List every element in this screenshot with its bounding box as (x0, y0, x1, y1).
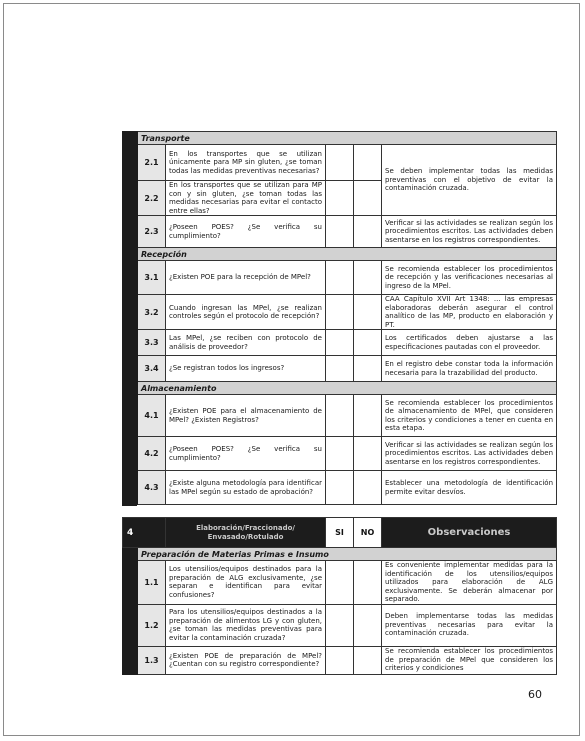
sidebar-cell (123, 646, 138, 674)
question-text: Los utensilios/equipos destinados para la preparación de ALG exclusivamente, ¿se separan e identifican para evitar confusiones? (166, 561, 326, 605)
sidebar-cell (123, 261, 138, 295)
section-title: Preparación de Materias Primas e Insumo (138, 548, 557, 561)
si-checkbox-cell[interactable] (326, 646, 354, 674)
question-text: En los transportes que se utilizan para MP con y sin gluten, ¿se toman todas las medidas necesarias para evitar el contacto entre ellas? (166, 181, 326, 216)
question-text: ¿Existen POE de preparación de MPel? ¿Cuentan con su registro correspondiente? (166, 646, 326, 674)
question-text: ¿Existe alguna metodología para identificar las MPel según su estado de aprobación? (166, 471, 326, 505)
si-checkbox-cell[interactable] (326, 356, 354, 382)
sidebar-cell (123, 132, 138, 145)
question-text: ¿Existen POE para el almacenamiento de MPel? ¿Existen Registros? (166, 395, 326, 437)
question-text: ¿Poseen POES? ¿Se verifica su cumplimiento? (166, 437, 326, 471)
sidebar-cell (123, 395, 138, 437)
si-checkbox-cell[interactable] (326, 437, 354, 471)
observation-text: Verificar si las actividades se realizan según los procedimientos escritos. Las actividades deben asentarse en los registros correspondientes. (382, 437, 557, 471)
observation-text: Es conveniente implementar medidas para la identificación de los utensilios/equipos utilizados para elaboración de ALG exclusivamente. Se deberán almacenar por separado. (382, 561, 557, 605)
sidebar-cell (123, 181, 138, 216)
no-checkbox-cell[interactable] (354, 216, 382, 248)
observation-text: En el registro debe constar toda la información necesaria para la trazabilidad del producto. (382, 356, 557, 382)
sidebar-cell (123, 437, 138, 471)
row-number: 4.1 (138, 395, 166, 437)
row-number: 3.3 (138, 330, 166, 356)
si-checkbox-cell[interactable] (326, 604, 354, 646)
checklist-table-top (122, 131, 557, 505)
observation-text: Los certificados deben ajustarse a las especificaciones pautadas con el proveedor. (382, 330, 557, 356)
sidebar-cell (123, 604, 138, 646)
si-checkbox-cell[interactable] (326, 261, 354, 295)
page-number: 60 (528, 688, 542, 701)
question-text: Cuando ingresan las MPel, ¿se realizan controles según el protocolo de recepción? (166, 295, 326, 330)
si-checkbox-cell[interactable] (326, 145, 354, 181)
question-text: Para los utensilios/equipos destinados a la preparación de alimentos LG y con gluten, ¿se toman las medidas preventivas para evitar la contaminación cruzada? (166, 604, 326, 646)
observation-text: Deben implementarse todas las medidas preventivas necesarias para evitar la contaminación cruzada. (382, 604, 557, 646)
section-header-title (166, 518, 326, 548)
row-number: 3.1 (138, 261, 166, 295)
no-checkbox-cell[interactable] (354, 561, 382, 605)
no-checkbox-cell[interactable] (354, 145, 382, 181)
section-title: Almacenamiento (138, 382, 557, 395)
observation-text: Verificar si las actividades se realizan según los procedimientos escritos. Las actividades deben asentarse en los registros correspondientes. (382, 216, 557, 248)
section-header-line1: Elaboración/Fraccionado/ (196, 523, 295, 532)
observation-text: Se recomienda establecer los procedimientos de almacenamiento de MPel, que consideren los criterios y condiciones a tener en cuenta en esta etapa. (382, 395, 557, 437)
row-number: 3.4 (138, 356, 166, 382)
sidebar-cell (123, 561, 138, 605)
observaciones-header: Observaciones (382, 518, 557, 548)
question-text: ¿Se registran todos los ingresos? (166, 356, 326, 382)
sidebar-cell (123, 548, 138, 561)
row-number: 2.1 (138, 145, 166, 181)
row-number: 4.2 (138, 437, 166, 471)
si-checkbox-cell[interactable] (326, 181, 354, 216)
no-checkbox-cell[interactable] (354, 471, 382, 505)
checklist-table-bottom (122, 517, 557, 675)
sidebar-cell (123, 248, 138, 261)
no-checkbox-cell[interactable] (354, 356, 382, 382)
section-title: Transporte (138, 132, 557, 145)
si-checkbox-cell[interactable] (326, 330, 354, 356)
sidebar-cell (123, 145, 138, 181)
si-column-header: SI (326, 518, 354, 548)
no-checkbox-cell[interactable] (354, 604, 382, 646)
row-number: 2.3 (138, 216, 166, 248)
sidebar-cell (123, 295, 138, 330)
row-number: 1.3 (138, 646, 166, 674)
row-number: 4.3 (138, 471, 166, 505)
question-text: ¿Poseen POES? ¿Se verifica su cumplimiento? (166, 216, 326, 248)
sidebar-cell (123, 216, 138, 248)
si-checkbox-cell[interactable] (326, 216, 354, 248)
question-text: ¿Existen POE para la recepción de MPel? (166, 261, 326, 295)
no-checkbox-cell[interactable] (354, 295, 382, 330)
row-number: 1.2 (138, 604, 166, 646)
si-checkbox-cell[interactable] (326, 561, 354, 605)
section-title: Recepción (138, 248, 557, 261)
si-checkbox-cell[interactable] (326, 295, 354, 330)
observation-text: Se recomienda establecer los procedimientos de preparación de MPel que consideren los criterios y condiciones (382, 646, 557, 674)
no-checkbox-cell[interactable] (354, 437, 382, 471)
question-text: En los transportes que se utilizan únicamente para MP sin gluten, ¿se toman todas las medidas preventivas necesarias? (166, 145, 326, 181)
row-number: 2.2 (138, 181, 166, 216)
no-checkbox-cell[interactable] (354, 181, 382, 216)
observation-text: Se deben implementar todas las medidas preventivas con el objetivo de evitar la contaminación cruzada. (382, 145, 557, 216)
sidebar-cell (123, 356, 138, 382)
observation-text: CAA Capítulo XVII Art 1348: ... las empresas elaboradoras deberán asegurar el control analítico de las MP, producto en elaboración y PT. (382, 295, 557, 330)
sidebar-cell (123, 330, 138, 356)
observation-text: Se recomienda establecer los procedimientos de recepción y las verificaciones necesarias al ingreso de la MPel. (382, 261, 557, 295)
sidebar-cell (123, 471, 138, 505)
question-text: Las MPel, ¿se reciben con protocolo de análisis de proveedor? (166, 330, 326, 356)
observation-text: Establecer una metodología de identificación permite evitar desvíos. (382, 471, 557, 505)
no-checkbox-cell[interactable] (354, 395, 382, 437)
no-checkbox-cell[interactable] (354, 330, 382, 356)
row-number: 3.2 (138, 295, 166, 330)
no-checkbox-cell[interactable] (354, 261, 382, 295)
section-number: 4 (123, 518, 166, 548)
no-checkbox-cell[interactable] (354, 646, 382, 674)
si-checkbox-cell[interactable] (326, 395, 354, 437)
si-checkbox-cell[interactable] (326, 471, 354, 505)
sidebar-cell (123, 382, 138, 395)
section-header-line2: Envasado/Rotulado (207, 532, 284, 541)
no-column-header: NO (354, 518, 382, 548)
row-number: 1.1 (138, 561, 166, 605)
